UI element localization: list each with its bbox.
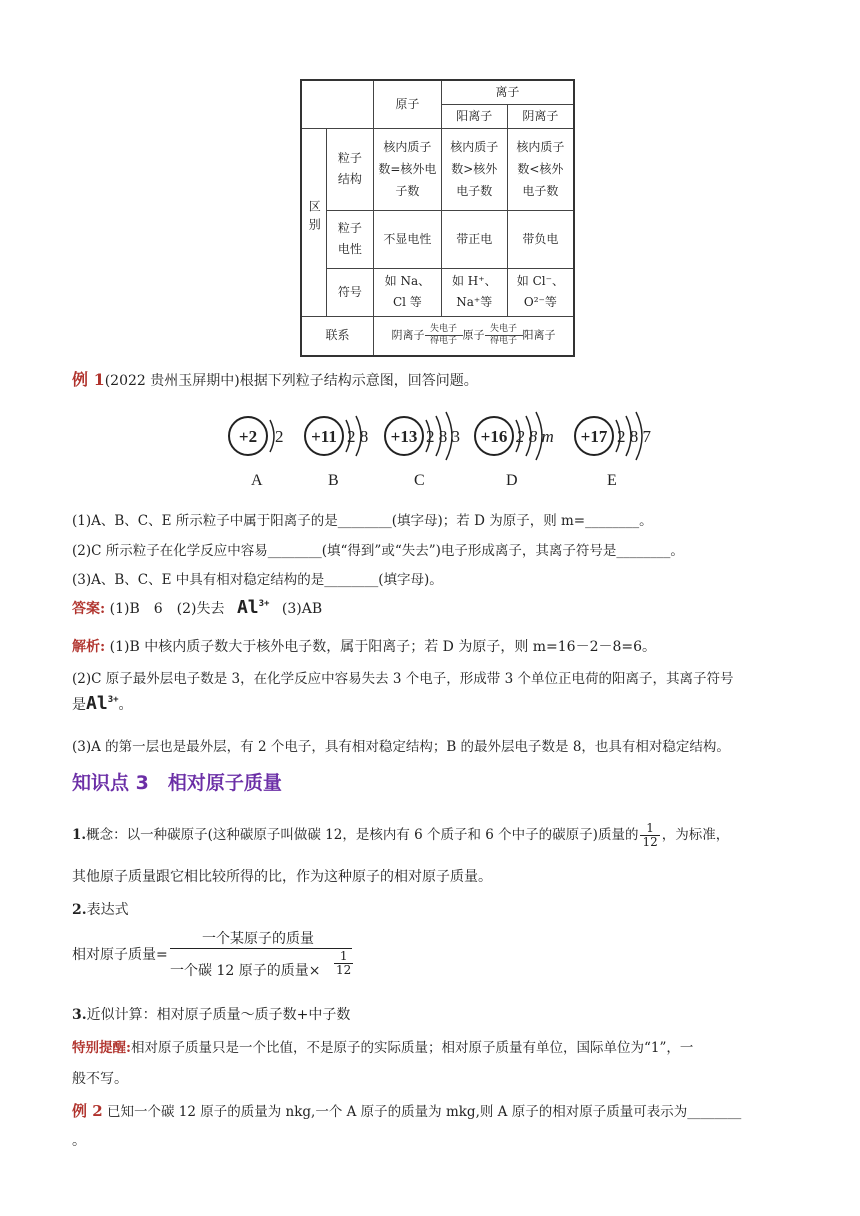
row1-c3: 核内质子数<核外电子数 [507, 128, 574, 210]
analysis-2b-pre: 是 [72, 697, 86, 713]
lianxi-arrow-2 [485, 325, 523, 346]
atom-b-shells: 2 8 [347, 427, 369, 446]
atom-letter-b: B [328, 472, 339, 489]
ion-comparison-table [300, 79, 575, 357]
example1-label: 例 1 [72, 370, 105, 389]
point-1-tail: ，为标准， [661, 827, 730, 844]
atom-b-nucleus: +11 [311, 427, 337, 446]
lianxi-cation: 阳离子 [522, 328, 556, 342]
lianxi-arrow-1 [425, 325, 463, 346]
analysis-2b [72, 693, 133, 714]
atom-a-nucleus: +2 [238, 427, 258, 446]
point-2-text: 表达式 [86, 902, 129, 918]
example2-line [72, 1100, 741, 1121]
row2-label: 粒子电性 [326, 210, 373, 268]
analysis-ion-charge: 3+ [107, 695, 119, 705]
point-3 [72, 1004, 350, 1024]
row3-c2: 如 H⁺、Na⁺等 [441, 268, 507, 316]
atom-letter-e: E [607, 472, 617, 489]
atom-e-shells: 2 8 7 [617, 427, 651, 446]
arrow1-bottom: 得电子 [429, 336, 457, 347]
example2-text: 已知一个碳 12 原子的质量为 nkg,一个 A 原子的质量为 mkg,则 A 原子的相对原子质量可表示为________ [106, 1104, 742, 1120]
lianxi-label: 联系 [301, 316, 374, 356]
example1-line [72, 367, 478, 390]
row3-c1: 如 Na、Cl 等 [374, 268, 442, 316]
atom-a [229, 417, 284, 455]
analysis-3: (3)A 的第一层也是最外层，有 2 个电子，具有相对稳定结构；B 的最外层电子数是 8，也具有相对稳定结构。 [72, 739, 730, 755]
example1-text: (2022 贵州玉屏期中)根据下列粒子结构示意图，回答问题。 [104, 373, 478, 389]
answer-ion-charge: 3+ [258, 599, 270, 609]
lianxi-content [374, 316, 575, 356]
relative-mass-formula [72, 928, 362, 988]
analysis-line-1 [72, 636, 656, 656]
atom-letter-a: A [251, 472, 263, 489]
formula-den-fraction [334, 950, 353, 977]
point-1-line-2: 其他原子质量跟它相比较所得的比，作为这种原子的相对原子质量。 [72, 869, 492, 885]
example2-line-2: 。 [72, 1133, 86, 1149]
point-2 [72, 899, 129, 919]
atom-d-nucleus: +16 [480, 427, 508, 446]
point-3-text: 近似计算：相对原子质量～质子数+中子数 [86, 1007, 351, 1023]
header-yanglizi: 阳离子 [441, 104, 507, 128]
atom-c-shells: 2 8 3 [426, 427, 460, 446]
atom-a-shells: 2 [275, 427, 284, 446]
analysis-label: 解析: [72, 639, 106, 655]
point-2-num: 2. [72, 902, 87, 918]
point-1-frac-num: 1 [640, 822, 659, 836]
analysis-2: (2)C 原子最外层电子数是 3，在化学反应中容易失去 3 个电子，形成带 3 个单位正电荷的阳离子，其离子符号 [72, 671, 734, 687]
row3-label: 符号 [326, 268, 373, 316]
answer-label: 答案: [72, 601, 106, 617]
row2-c1: 不显电性 [374, 210, 442, 268]
qubie-cell [301, 128, 326, 316]
formula-denominator: 一个碳 12 原子的质量× [170, 963, 321, 979]
header-yuanzi: 原子 [374, 80, 442, 128]
atom-letter-c: C [414, 472, 425, 489]
analysis-ion-symbol: Al [86, 693, 108, 714]
arrow2-bottom: 得电子 [489, 336, 517, 347]
analysis-ion [86, 693, 119, 714]
tip-line [72, 1036, 693, 1056]
atom-e-nucleus: +17 [580, 427, 608, 446]
analysis-2b-post: 。 [118, 697, 133, 713]
atom-diagrams [220, 410, 660, 470]
arrow1-top: 失电子 [429, 324, 457, 335]
answer-line [72, 597, 322, 618]
atom-b [305, 416, 368, 456]
row2-c2: 带正电 [441, 210, 507, 268]
row2-c3: 带负电 [507, 210, 574, 268]
row3-c3: 如 Cl⁻、O²⁻等 [507, 268, 574, 316]
point-1-num: 1. [72, 827, 87, 844]
point-1-text: 概念：以一种碳原子(这种碳原子叫做碳 12，是核内有 6 个质子和 6 个中子的碳原子)质量的 [86, 827, 639, 844]
formula-bar [170, 948, 352, 949]
table-corner [301, 80, 374, 128]
section-title: 知识点 3 相对原子质量 [72, 772, 282, 794]
tip-line-2: 般不写。 [72, 1071, 128, 1087]
qubie-label: 区别 [307, 200, 322, 237]
point-1-fraction [640, 822, 659, 849]
atom-letter-d: D [506, 472, 518, 489]
formula-lhs: 相对原子质量= [72, 947, 168, 963]
arrow2-top: 失电子 [489, 324, 517, 335]
header-yinlizi: 阴离子 [507, 104, 574, 128]
answer-part1: (1)B 6 (2)失去 [109, 601, 225, 617]
point-1 [72, 822, 729, 849]
analysis-1: (1)B 中核内质子数大于核外电子数，属于阳离子；若 D 为原子，则 m=16－2－8=6。 [109, 639, 657, 655]
answer-part2: (3)AB [281, 601, 323, 617]
question-2: (2)C 所示粒子在化学反应中容易________(填“得到”或“失去”)电子形成离子，其离子符号是________。 [72, 543, 684, 559]
header-lizi: 离子 [441, 80, 574, 104]
formula-numerator: 一个某原子的质量 [202, 931, 314, 947]
tip-text: 相对原子质量只是一个比值，不是原子的实际质量；相对原子质量有单位，国际单位为“1”，一 [130, 1040, 694, 1056]
row1-c1: 核内质子数=核外电子数 [374, 128, 442, 210]
atom-d [475, 412, 554, 460]
tip-label: 特别提醒: [72, 1040, 131, 1056]
lianxi-atom: 原子 [462, 328, 485, 342]
answer-ion-symbol: Al [236, 597, 259, 618]
question-1: (1)A、B、C、E 所示粒子中属于阳离子的是________(填字母)；若 D 为原子，则 m=________。 [72, 513, 653, 529]
lianxi-anion: 阴离子 [391, 328, 425, 342]
example2-label: 例 2 [72, 1102, 103, 1120]
atom-d-shells: 2 8 m [516, 427, 554, 446]
answer-ion [237, 597, 270, 618]
atom-c [385, 412, 460, 460]
point-1-frac-den: 12 [642, 835, 658, 850]
atom-e [575, 412, 652, 460]
point-3-num: 3. [72, 1007, 87, 1023]
question-3: (3)A、B、C、E 中具有相对稳定结构的是________(填字母)。 [72, 572, 443, 588]
row1-c2: 核内质子数>核外电子数 [441, 128, 507, 210]
formula-den-frac-den: 12 [336, 963, 352, 978]
formula-den-frac-num: 1 [334, 950, 353, 964]
atom-c-nucleus: +13 [390, 427, 418, 446]
row1-label: 粒子结构 [326, 128, 373, 210]
